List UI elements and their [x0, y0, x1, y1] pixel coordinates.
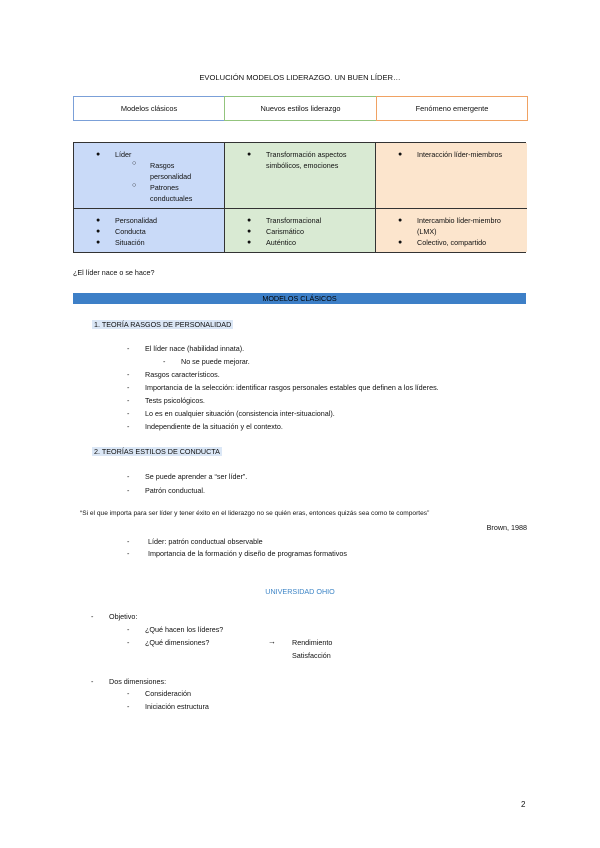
rasgos-item-6: Independiente de la situación y el contexto. — [145, 422, 283, 431]
heading-conducta — [92, 447, 222, 456]
page-number: 2 — [521, 800, 526, 809]
quote-list-item-1: Líder: patrón conductual observable — [148, 537, 263, 546]
question-text: ¿El líder nace o se hace? — [73, 268, 155, 277]
item-autentico: Auténtico — [266, 238, 296, 247]
dash: - — [91, 677, 94, 686]
item-carismatico: Carismático — [266, 227, 304, 236]
header-nuevos-estilos: Nuevos estilos liderazgo — [224, 96, 377, 121]
rasgos-item-1: El líder nace (habilidad innata). — [145, 344, 245, 353]
ohio-objetivo: Objetivo: — [109, 612, 138, 621]
item-rasgos: Rasgos — [150, 161, 175, 170]
cell-r1-c1 — [74, 143, 225, 209]
bullet: ● — [96, 217, 101, 224]
cell-r2-c3 — [376, 209, 527, 252]
dash: - — [127, 689, 130, 698]
ohio-iniciacion: Iniciación estructura — [145, 702, 209, 711]
bullet: ● — [398, 239, 403, 246]
item-transformacion-cont: simbólicos, emociones — [266, 161, 339, 170]
conducta-item-1: Se puede aprender a “ser líder”. — [145, 472, 248, 481]
dash: - — [127, 486, 130, 495]
cell-r1-c2 — [225, 143, 376, 209]
rasgos-item-3: Importancia de la selección: identificar rasgos personales estables que definen a los líderes. — [145, 383, 439, 392]
cell-r2-c2 — [225, 209, 376, 252]
bullet: ● — [96, 239, 101, 246]
ohio-heading: UNIVERSIDAD OHIO — [265, 587, 335, 596]
bullet: ● — [398, 151, 403, 158]
section-bar: MODELOS CLÁSICOS — [73, 293, 526, 304]
ohio-satisfaccion: Satisfacción — [292, 651, 331, 660]
bullet: ● — [96, 151, 101, 158]
heading-rasgos-text: 1. TEORÍA RASGOS DE PERSONALIDAD — [94, 320, 232, 329]
ohio-consideracion: Consideración — [145, 689, 191, 698]
dash: - — [127, 396, 130, 405]
ohio-rendimiento: Rendimiento — [292, 638, 333, 647]
bullet: ● — [398, 217, 403, 224]
item-interaccion: Interacción líder-miembros — [417, 150, 503, 159]
dash: - — [127, 370, 130, 379]
dash: - — [91, 612, 94, 621]
bullet: ● — [247, 217, 252, 224]
rasgos-item-2: Rasgos característicos. — [145, 370, 220, 379]
quote-list-item-2: Importancia de la formación y diseño de programas formativos — [148, 549, 347, 558]
item-patrones-cont: conductuales — [150, 194, 193, 203]
dash: - — [127, 472, 130, 481]
heading-conducta-text: 2. TEORÍAS ESTILOS DE CONDUCTA — [94, 447, 220, 456]
sub-bullet: ○ — [132, 182, 137, 189]
header-fenomeno-emergente: Fenómeno emergente — [376, 96, 528, 121]
header-modelos-clasicos: Modelos clásicos — [73, 96, 225, 121]
quote-author: Brown, 1988 — [486, 523, 527, 532]
dash: - — [163, 357, 166, 366]
item-lmx: Intercambio líder-miembro — [417, 216, 501, 225]
quote-text: “Si el que importa para ser líder y tener éxito en el liderazgo no se quién eras, entonces quizás sea como te comportes” — [80, 510, 430, 517]
conducta-item-2: Patrón conductual. — [145, 486, 205, 495]
dash: - — [127, 702, 130, 711]
dash: - — [127, 409, 130, 418]
ohio-question-1: ¿Qué hacen los líderes? — [145, 625, 224, 634]
item-transformacion: Transformación aspectos — [266, 150, 347, 159]
dash: - — [127, 344, 130, 353]
right-arrow-icon: → — [268, 637, 276, 646]
page-title: EVOLUCIÓN MODELOS LIDERAZGO. UN BUEN LÍDER… — [199, 73, 401, 82]
ohio-question-2: ¿Qué dimensiones? — [145, 638, 210, 647]
ohio-dos-dimensiones: Dos dimensiones: — [109, 677, 167, 686]
rasgos-subitem-1: No se puede mejorar. — [181, 357, 250, 366]
dash: - — [127, 537, 130, 546]
item-conducta: Conducta — [115, 227, 146, 236]
sub-bullet: ○ — [132, 160, 137, 167]
item-situacion: Situación — [115, 238, 145, 247]
item-personalidad: Personalidad — [115, 216, 157, 225]
cell-r1-c3 — [376, 143, 527, 209]
item-rasgos-cont: personalidad — [150, 172, 192, 181]
bullet: ● — [96, 228, 101, 235]
item-lmx-cont: (LMX) — [417, 227, 437, 236]
comparison-table — [73, 142, 526, 253]
dash: - — [127, 638, 130, 647]
rasgos-item-4: Tests psicológicos. — [145, 396, 205, 405]
dash: - — [127, 625, 130, 634]
item-lider: Líder — [115, 150, 132, 159]
item-patrones: Patrones — [150, 183, 179, 192]
dash: - — [127, 422, 130, 431]
item-transformacional: Transformacional — [266, 216, 322, 225]
cell-r2-c1 — [74, 209, 225, 252]
dash: - — [127, 383, 130, 392]
rasgos-item-5: Lo es en cualquier situación (consistencia inter-situacional). — [145, 409, 335, 418]
item-colectivo: Colectivo, compartido — [417, 238, 487, 247]
bullet: ● — [247, 239, 252, 246]
bullet: ● — [247, 151, 252, 158]
dash: - — [127, 549, 130, 558]
bullet: ● — [247, 228, 252, 235]
heading-rasgos — [92, 320, 233, 329]
